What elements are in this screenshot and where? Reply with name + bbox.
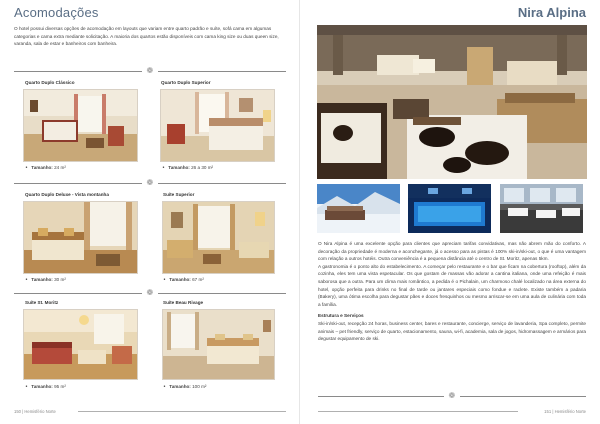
room-size — [163, 277, 204, 283]
hotel-lobby-photo — [317, 25, 587, 179]
size-label: Tamanho: — [168, 165, 190, 170]
room-size — [25, 277, 66, 283]
indoor-pool-photo — [408, 184, 491, 233]
room-photo-st-moritz — [23, 309, 138, 380]
bullet-icon: • — [25, 384, 28, 390]
bullet-icon: • — [162, 165, 165, 171]
size-value: 67 m² — [192, 277, 204, 282]
intro-paragraph: O hotel possui diversas opções de acomodação em layouts que variam entre quarto padrão e suíte, sofá cama em algumas categorias e cama extra mediante solicitação. A maioria dos quartos estão disponíveis com cama king size ou duas queen size, varanda, sala de estar e banheiros com banheira. — [14, 26, 279, 47]
room-title: Suíte Superior — [163, 192, 195, 197]
services-text: Ski-in/ski-out, recepção 24 horas, business center, bares e restaurante, concierge, serviço de lavanderia, Spa completo, permite animais – pet friendly, serviço de quarto, estacionamento, sauna, wi-fi, academia, sala de jogos, hidromassagem e armários para degustar equipamento de ski. — [318, 320, 586, 342]
ornament-icon: ❁ — [146, 288, 154, 297]
page-footer-left: 150 | Hemisfério Norte — [14, 409, 56, 414]
bullet-icon: • — [163, 384, 166, 390]
room-size — [25, 384, 66, 390]
room-title: Suíte Beau Rivage — [163, 300, 204, 305]
size-value: 26 a 30 m² — [191, 165, 214, 170]
page-title-left: Acomodações — [14, 5, 99, 20]
bullet-icon: • — [25, 277, 28, 283]
room-photo-suite-superior — [162, 201, 275, 274]
room-size — [162, 165, 213, 171]
room-photo-beau-rivage — [162, 309, 275, 380]
room-size — [163, 384, 206, 390]
size-value: 24 m² — [54, 165, 66, 170]
room-photo-deluxe — [23, 201, 138, 274]
size-label: Tamanho: — [169, 277, 191, 282]
section-divider — [14, 289, 286, 297]
restaurant-photo — [500, 184, 583, 233]
size-label: Tamanho: — [169, 384, 191, 389]
ornament-icon: ❁ — [448, 391, 456, 400]
section-divider — [14, 179, 286, 187]
size-value: 95 m² — [54, 384, 66, 389]
ski-slope-photo — [317, 184, 400, 233]
ornament-icon: ❁ — [146, 66, 154, 75]
size-value: 30 m² — [54, 277, 66, 282]
footer-rule — [318, 411, 518, 412]
size-label: Tamanho: — [31, 165, 53, 170]
description-paragraph: O Nira Alpina é uma excelente opção para clientes que apreciam tarifas convidativas, mas não abrem mão do conforto. A decoração da propriedade é moderna e aconchegante, já o acesso para as pistas é 100% ski-in/ski-out, o que é uma vantagem com relação a outros hotéis. Outra conveniência é a pequena distância até o centro de St. Moritz, apenas 5km. — [318, 241, 586, 262]
services-heading: Estrutura e Serviços — [318, 313, 364, 319]
ornament-icon: ❁ — [146, 178, 154, 187]
size-label: Tamanho: — [31, 384, 53, 389]
section-divider — [318, 392, 586, 400]
footer-rule — [78, 411, 286, 412]
section-divider — [14, 67, 286, 75]
room-size — [25, 165, 66, 171]
page-footer-right: 151 | Hemisfério Norte — [544, 409, 586, 414]
description-paragraph: A gastronomia é o ponto alto do estabelecimento. A começar pelo restaurante e o bar que ficam na cobertura (rooftop), além da cozinha, eles tem uma vista espetacular. Os que gostam de massas vão adorar a cantina italiana, onde uma refeição é mais saborosa que a outra. Para um clima mais romântico, a pedida é o Pichalain, um charmoso chalé localizado na área externa do hotel, opção perfeita para drinks no final de tarde ou jantares especiais como fondue e raclete. Existe também a padaria (Bakery), uma ótima escolha para degustar pães e doces fresquinhos ou mesmo arriscar-se em uma aula de culinária com toda a família. — [318, 263, 586, 307]
page-title-right: Nira Alpina — [517, 5, 586, 20]
room-title: Quarto Duplo Clássico — [25, 80, 75, 85]
room-title: Suíte St. Moritz — [25, 300, 59, 305]
hotel-description — [318, 240, 586, 343]
room-title: Quarto Duplo Superior — [161, 80, 211, 85]
room-photo-classico — [23, 89, 138, 162]
size-value: 100 m² — [192, 384, 207, 389]
room-title: Quarto Duplo Deluxe - Vista montanha — [25, 192, 109, 197]
bullet-icon: • — [25, 165, 28, 171]
bullet-icon: • — [163, 277, 166, 283]
size-label: Tamanho: — [31, 277, 53, 282]
room-photo-superior — [160, 89, 275, 162]
